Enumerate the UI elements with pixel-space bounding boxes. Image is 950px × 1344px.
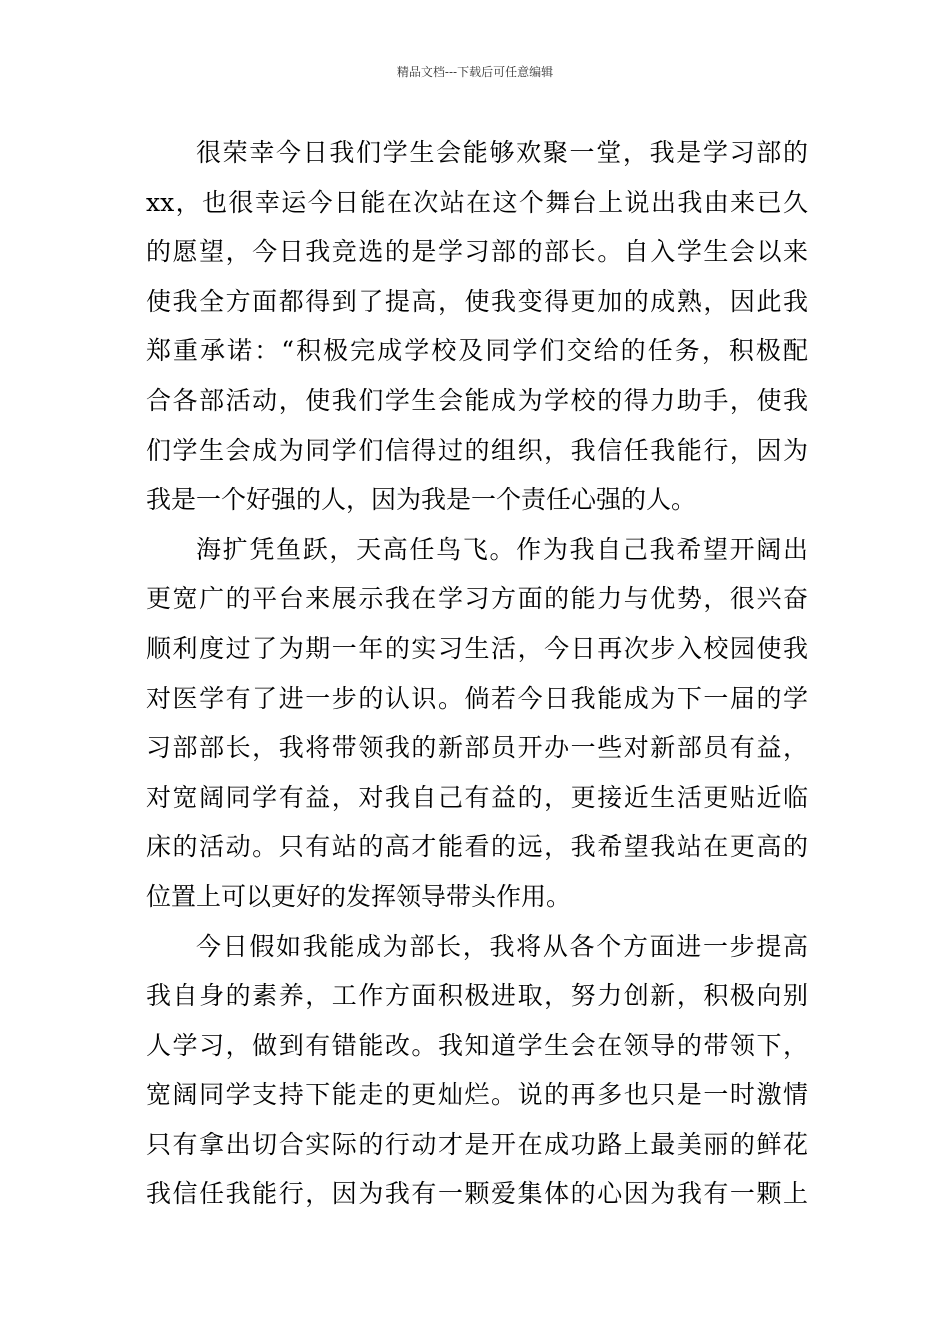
paragraph-2-line-3: 顺利度过了为期一年的实习生活，今日再次步入校园使我 [146, 633, 808, 663]
paragraph-3-line-5: 只有拿出切合实际的行动才是开在成功路上最美丽的鲜花 [146, 1129, 808, 1159]
body-text [146, 128, 808, 1219]
paragraph-1-line-8: 我是一个好强的人，因为我是一个责任心强的人。 [146, 485, 697, 515]
paragraph-3-line-6: 我信任我能行，因为我有一颗爱集体的心因为我有一颗上 [146, 1179, 808, 1209]
paragraph-3-line-3: 人学习，做到有错能改。我知道学生会在领导的带领下， [146, 1030, 808, 1060]
paragraph-1-line-1: 很荣幸今日我们学生会能够欢聚一堂，我是学习部的 [196, 138, 808, 167]
paragraph-1-line-4: 使我全方面都得到了提高，使我变得更加的成熟，因此我 [146, 286, 808, 316]
paragraph-1-line-6: 合各部活动，使我们学生会能成为学校的得力助手，使我 [146, 385, 808, 415]
paragraph-1-line-7: 们学生会成为同学们信得过的组织，我信任我能行，因为 [146, 435, 808, 465]
paragraph-2-line-2: 更宽广的平台来展示我在学习方面的能力与优势，很兴奋 [146, 584, 808, 614]
paragraph-1-line-5: 郑重承诺：“积极完成学校及同学们交给的任务，积极配 [146, 336, 808, 366]
paragraph-1-line-2: xx，也很幸运今日能在次站在这个舞台上说出我由来已久 [146, 187, 808, 217]
paragraph-3-line-2: 我自身的素养，工作方面积极进取，努力创新，积极向别 [146, 981, 808, 1011]
paragraph-2-line-6: 对宽阔同学有益，对我自己有益的，更接近生活更贴近临 [146, 782, 808, 812]
paragraph-1-line-3: 的愿望，今日我竞选的是学习部的部长。自入学生会以来 [146, 237, 808, 267]
paragraph-2-line-1: 海扩凭鱼跃，天高任鸟飞。作为我自己我希望开阔出 [196, 534, 808, 564]
page-header: 精品文档---下载后可任意编辑 [396, 65, 554, 79]
paragraph-3-line-4: 宽阔同学支持下能走的更灿烂。说的再多也只是一时激情 [146, 1080, 808, 1110]
paragraph-2-line-7: 床的活动。只有站的高才能看的远，我希望我站在更高的 [146, 832, 808, 862]
paragraph-2-line-8: 位置上可以更好的发挥领导带头作用。 [146, 881, 572, 911]
paragraph-3-line-1: 今日假如我能成为部长，我将从各个方面进一步提高 [196, 931, 808, 961]
paragraph-2-line-4: 对医学有了进一步的认识。倘若今日我能成为下一届的学 [146, 683, 808, 713]
paragraph-2-line-5: 习部部长，我将带领我的新部员开办一些对新部员有益， [146, 733, 808, 763]
